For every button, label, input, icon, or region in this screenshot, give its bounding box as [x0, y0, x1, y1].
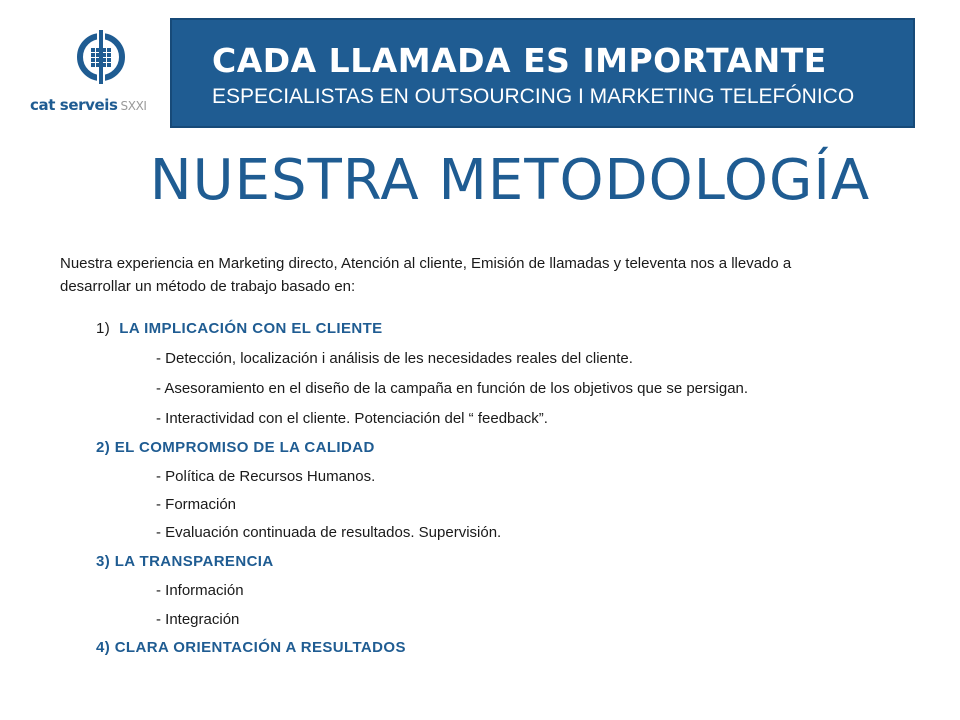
list-item: - Asesoramiento en el diseño de la campaña en función de los objetivos que se persigan. [156, 380, 749, 397]
list-item: - Integración [156, 611, 240, 628]
list-item: - Interactividad con el cliente. Potenciación del “ feedback”. [156, 410, 548, 427]
logo-suffix: SXXI [120, 99, 147, 113]
intro-line: desarrollar un método de trabajo basado en: [60, 278, 356, 295]
intro-paragraph [60, 252, 910, 298]
logo-mark-icon [76, 30, 126, 90]
list-item: - Detección, localización i análisis de les necesidades reales del cliente. [156, 350, 633, 367]
intro-line: Nuestra experiencia en Marketing directo, Atención al cliente, Emisión de llamadas y televenta nos a llevado a [60, 255, 792, 272]
section-heading-2: 2) EL COMPROMISO DE LA CALIDAD [96, 439, 375, 456]
section-heading-4: 4) CLARA ORIENTACIÓN A RESULTADOS [96, 639, 406, 656]
section-heading-3: 3) LA TRANSPARENCIA [96, 553, 274, 570]
list-item: - Evaluación continuada de resultados. Supervisión. [156, 524, 502, 541]
list-item: - Formación [156, 496, 237, 513]
section-number: 1) [96, 320, 111, 337]
logo-wordmark [30, 96, 180, 114]
banner-title: CADA LLAMADA ES IMPORTANTE [212, 41, 827, 80]
section-heading-1 [96, 320, 383, 337]
header-banner [170, 18, 915, 128]
list-item: - Información [156, 582, 244, 599]
list-item: - Política de Recursos Humanos. [156, 468, 376, 485]
company-logo [30, 30, 170, 130]
banner-subtitle: ESPECIALISTAS EN OUTSOURCING I MARKETING TELEFÓNICO [212, 85, 855, 108]
page-title: NUESTRA METODOLOGÍA [149, 148, 871, 213]
logo-brand: cat serveis [30, 96, 118, 114]
section-title: LA IMPLICACIÓN CON EL CLIENTE [119, 320, 383, 337]
